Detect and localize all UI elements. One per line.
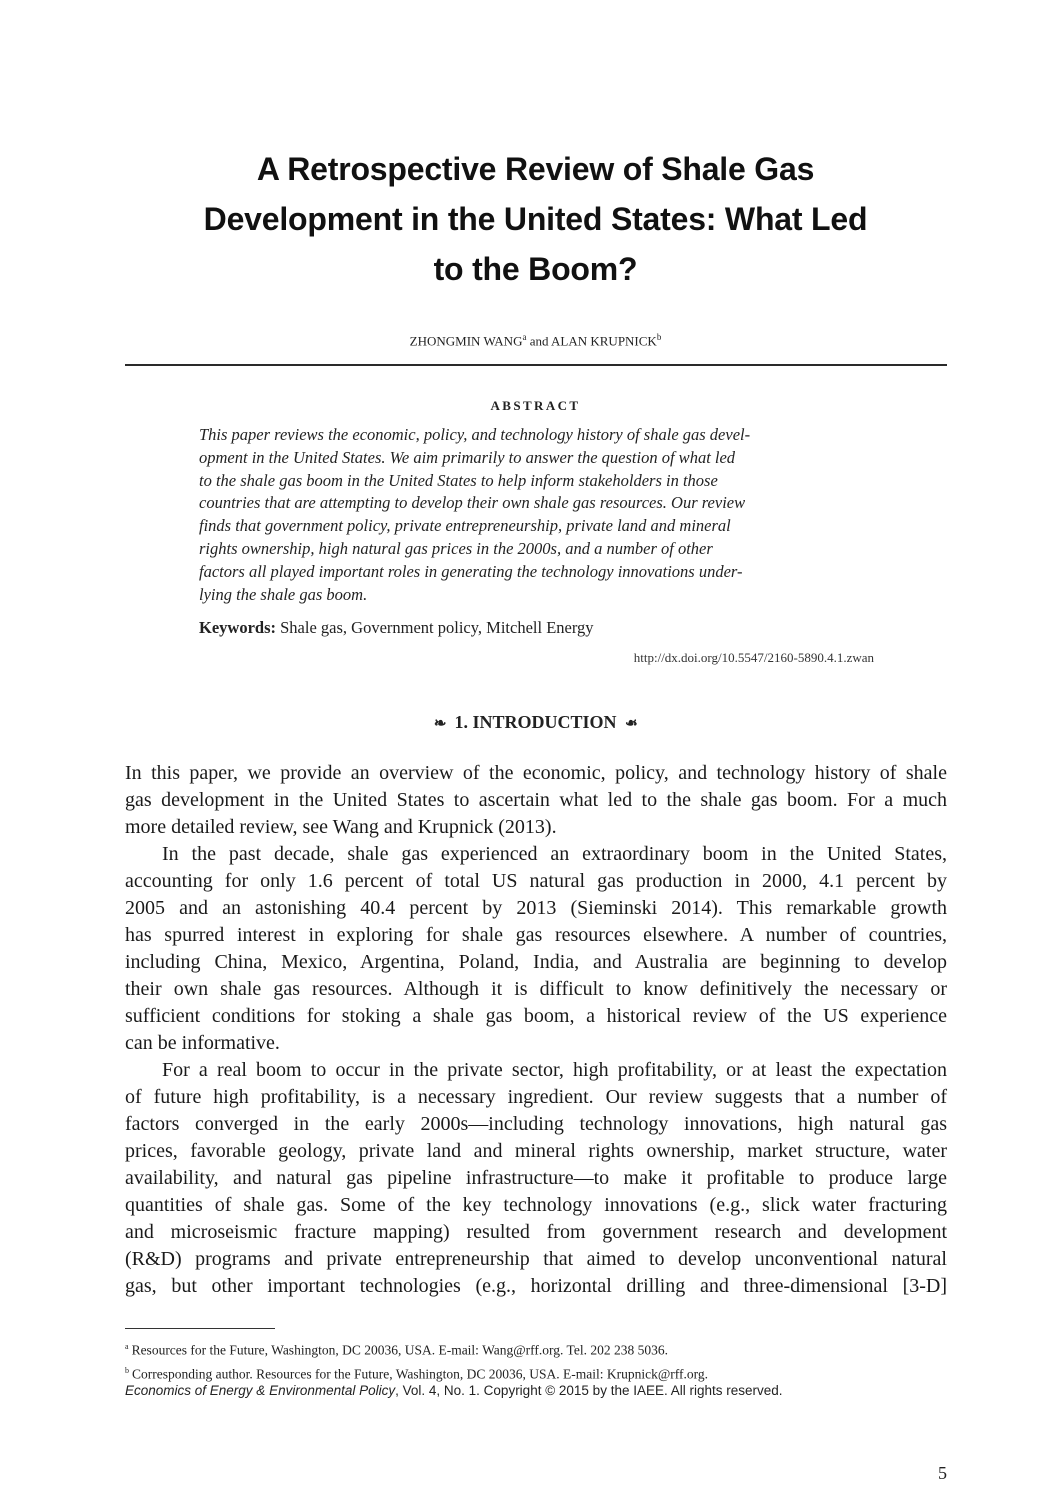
abstract-line: countries that are attempting to develop their own shale gas resources. Our review xyxy=(199,493,746,513)
fleuron-ornament-icon: ❧ xyxy=(624,716,638,732)
abstract-line: finds that government policy, private entrepreneurship, private land and mineral xyxy=(199,516,731,536)
journal-name: Economics of Energy & Environmental Policy xyxy=(125,1383,396,1398)
body-line: prices, favorable geology, private land and mineral rights ownership, market structure, water xyxy=(125,1140,947,1162)
section-heading xyxy=(125,712,946,733)
header-divider xyxy=(125,364,947,366)
body-line: availability, and natural gas pipeline infrastructure—to make it profitable to produce large xyxy=(125,1167,947,1189)
footnote-mark: b xyxy=(125,1365,129,1375)
body-line: sufficient conditions for stoking a shale gas boom, a historical review of the US experience xyxy=(125,1005,947,1027)
keywords-value: Shale gas, Government policy, Mitchell Energy xyxy=(276,618,594,637)
abstract-heading: ABSTRACT xyxy=(490,398,581,413)
title-line: Development in the United States: What Led xyxy=(203,201,868,237)
body-line: more detailed review, see Wang and Krupnick (2013). xyxy=(125,816,557,838)
keywords xyxy=(199,618,594,638)
journal-details: , Vol. 4, No. 1. Copyright © 2015 by the IAEE. All rights reserved. xyxy=(395,1383,783,1398)
footnote-text: Resources for the Future, Washington, DC 20036, USA. E-mail: Wang@rff.org. Tel. 202 238 5036. xyxy=(131,1342,668,1358)
body-line: 2005 and an astonishing 40.4 percent by 2013 (Sieminski 2014). This remarkable growth xyxy=(125,897,947,919)
fleuron-ornament-icon: ❧ xyxy=(433,716,447,732)
abstract-line: This paper reviews the economic, policy, and technology history of shale gas devel- xyxy=(199,425,751,444)
body-line: gas, but other important technologies (e.g., horizontal drilling and three-dimensional [3-D] xyxy=(125,1275,947,1297)
footnote-text: Corresponding author. Resources for the Future, Washington, DC 20036, USA. E-mail: Krupnick@rff.org. xyxy=(132,1366,709,1381)
body-line: accounting for only 1.6 percent of total US natural gas production in 2000, 4.1 percent by xyxy=(125,870,947,892)
body-line: (R&D) programs and private entrepreneurship that aimed to develop unconventional natural xyxy=(125,1248,947,1270)
page-number: 5 xyxy=(938,1463,947,1483)
abstract-line: factors all played important roles in generating the technology innovations under- xyxy=(199,561,743,581)
title-line: to the Boom? xyxy=(433,251,638,287)
author-name: ZHONGMIN WANG xyxy=(409,333,523,349)
footnote xyxy=(125,1361,947,1385)
body-line: including China, Mexico, Argentina, Poland, India, and Australia are beginning to develop xyxy=(125,951,947,973)
paper-title xyxy=(150,144,921,294)
body-text xyxy=(125,760,947,1300)
affiliation-mark: a xyxy=(522,332,527,342)
body-line: In this paper, we provide an overview of the economic, policy, and technology history of shale xyxy=(125,762,947,784)
doi-link[interactable]: http://dx.doi.org/10.5547/2160-5890.4.1.zwan xyxy=(633,650,874,665)
abstract-text xyxy=(199,424,876,606)
journal-citation xyxy=(125,1383,783,1398)
keywords-label: Keywords: xyxy=(199,618,276,637)
author-name: ALAN KRUPNICK xyxy=(551,333,657,349)
body-line: quantities of shale gas. Some of the key technology innovations (e.g., slick water fracturing xyxy=(125,1194,947,1216)
body-line: In the past decade, shale gas experienced an extraordinary boom in the United States, xyxy=(162,843,947,865)
title-line: A Retrospective Review of Shale Gas xyxy=(256,151,815,187)
body-line: has spurred interest in exploring for shale gas resources elsewhere. A number of countries, xyxy=(125,924,947,946)
body-line: can be informative. xyxy=(125,1032,280,1054)
footnote xyxy=(125,1337,947,1361)
footnotes xyxy=(125,1337,947,1384)
author-conjunction: and xyxy=(526,333,552,349)
body-line: of future high profitability, is a necessary ingredient. Our review suggests that a number of xyxy=(125,1086,947,1108)
author-line xyxy=(125,332,946,349)
footnote-mark: a xyxy=(125,1342,129,1351)
body-line: and microseismic fracture mapping) resulted from government research and development xyxy=(125,1221,947,1243)
body-line: For a real boom to occur in the private sector, high profitability, or at least the expectation xyxy=(162,1059,947,1081)
abstract-line: rights ownership, high natural gas prices in the 2000s, and a number of other xyxy=(199,538,713,558)
body-line: their own shale gas resources. Although it is difficult to know definitively the necessary or xyxy=(125,978,947,1000)
affiliation-mark: b xyxy=(656,332,662,342)
abstract-line: opment in the United States. We aim primarily to answer the question of what led xyxy=(199,447,736,467)
body-line: gas development in the United States to ascertain what led to the shale gas boom. For a much xyxy=(125,789,947,811)
abstract-line: lying the shale gas boom. xyxy=(199,584,368,604)
body-line: factors converged in the early 2000s—including technology innovations, high natural gas xyxy=(125,1113,947,1135)
abstract-line: to the shale gas boom in the United States to help inform stakeholders in those xyxy=(199,470,718,490)
section-title: 1. INTRODUCTION xyxy=(454,712,617,732)
footnote-divider xyxy=(125,1328,275,1329)
